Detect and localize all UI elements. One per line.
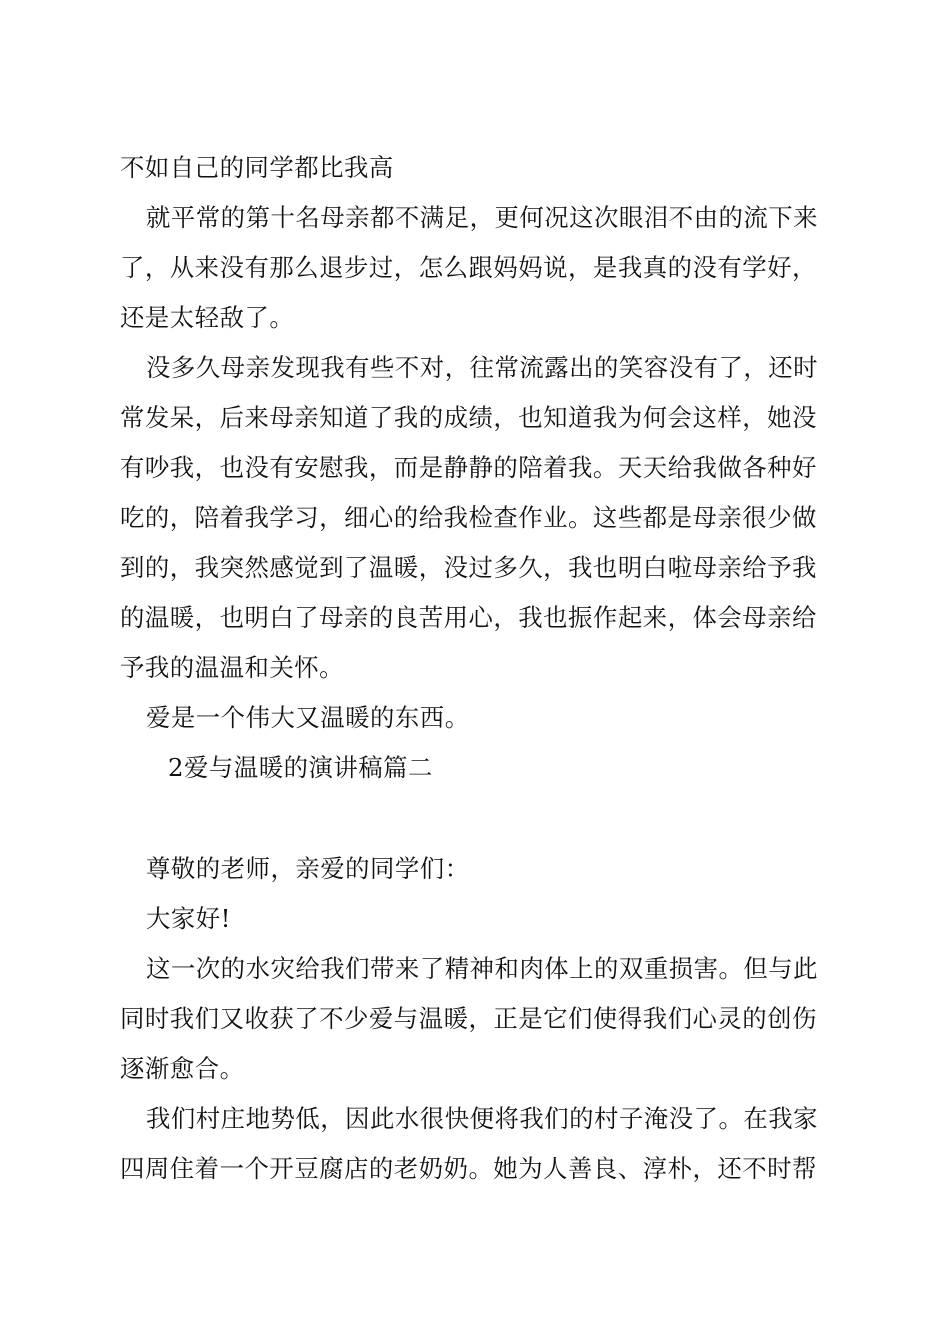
paragraph-5: 这一次的水灾给我们带来了精神和肉体上的双重损害。但与此同时我们又收获了不少爱与温暖，正是它们使得我们心灵的创伤逐渐愈合。	[120, 954, 819, 1083]
paragraph-1: 不如自己的同学都比我高	[120, 153, 394, 182]
paragraph-4: 爱是一个伟大又温暖的东西。	[146, 703, 470, 732]
section-heading: 2爱与温暖的演讲稿篇二	[168, 753, 433, 782]
greeting-hello: 大家好!	[146, 904, 231, 933]
paragraph-2: 就平常的第十名母亲都不满足，更何况这次眼泪不由的流下来了，从来没有那么退步过，怎么跟妈妈说，是我真的没有学好，还是太轻敌了。	[120, 203, 819, 332]
greeting-salutation: 尊敬的老师，亲爱的同学们：	[146, 854, 470, 883]
paragraph-3: 没多久母亲发现我有些不对，往常流露出的笑容没有了，还时常发呆，后来母亲知道了我的成绩，也知道我为何会这样，她没有吵我，也没有安慰我，而是静静的陪着我。天天给我做各种好吃的，陪着我学习，细心的给我检查作业。这些都是母亲很少做到的，我突然感觉到了温暖，没过多久，我也明白啦母亲给予我的温暖，也明白了母亲的良苦用心，我也振作起来，体会母亲给予我的温温和关怀。	[120, 353, 819, 682]
paragraph-6: 我们村庄地势低，因此水很快便将我们的村子淹没了。在我家四周住着一个开豆腐店的老奶奶。她为人善良、淳朴，还不时帮	[120, 1104, 819, 1183]
